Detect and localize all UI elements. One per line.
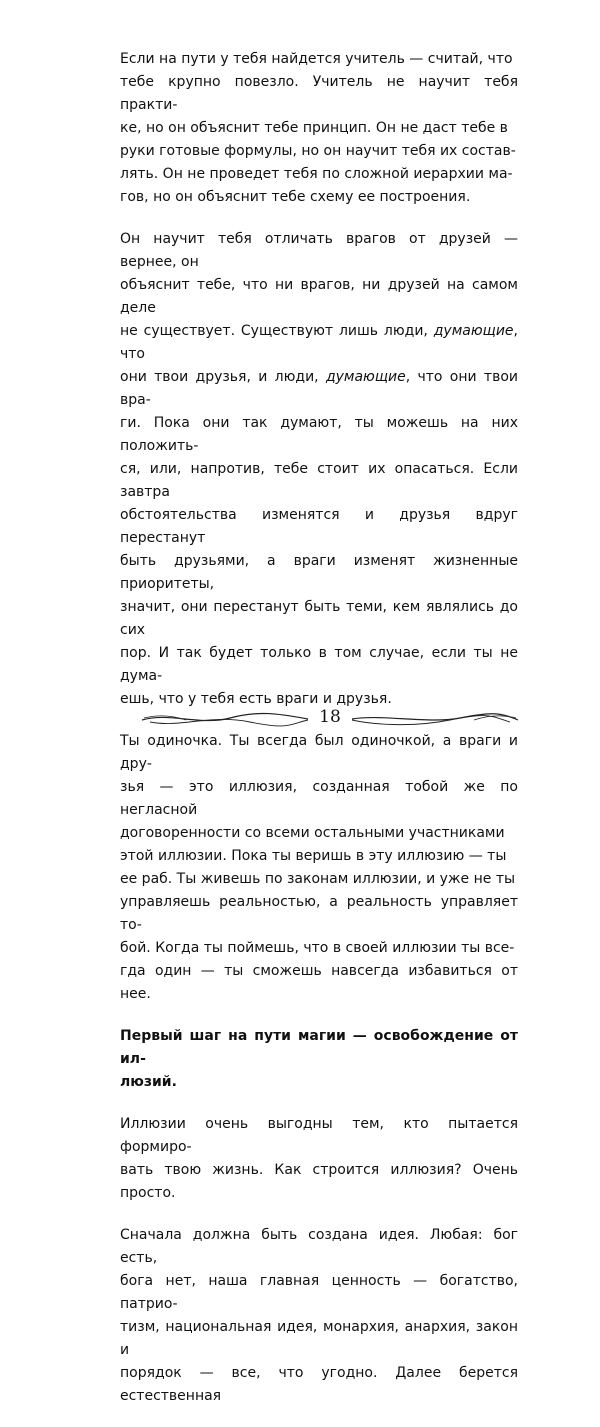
text-line [120, 320, 518, 366]
text-line: руки готовые формулы, но он научит тебя их состав- [120, 143, 516, 159]
text-line: управляешь реальностью, а реальность управляет то- [120, 894, 518, 933]
emphasis-text: думающие [325, 369, 406, 385]
paragraph-loner [120, 730, 518, 1006]
paragraph-idea [120, 1224, 518, 1408]
text-line: Иллюзии очень выгодны тем, кто пытается формиро- [120, 1116, 518, 1155]
text-line: гов, но он объяснит тебе схему ее построения. [120, 189, 471, 205]
text-line: быть друзьями, а враги изменят жизненные приоритеты, [120, 553, 518, 592]
text-line: объяснит тебе, что ни врагов, ни друзей на самом деле [120, 277, 518, 316]
text-line: тебе крупно повезло. Учитель не научит тебя практи- [120, 74, 518, 113]
text-line: люзий. [120, 1074, 177, 1090]
section-heading [120, 1025, 518, 1094]
text-line: Если на пути у тебя найдется учитель — считай, что [120, 51, 513, 67]
text-line: тизм, национальная идея, монархия, анархия, закон и [120, 1319, 518, 1358]
page-number: 18 [319, 707, 341, 727]
text-line: бой. Когда ты поймешь, что в своей иллюзии ты все- [120, 940, 515, 956]
text-segment: они твои друзья, и люди, [120, 369, 326, 385]
text-segment: не существует. Существуют лишь люди, [120, 323, 434, 339]
text-line: обстоятельства изменятся и друзья вдруг перестанут [120, 507, 518, 546]
page-body [120, 48, 518, 1427]
text-line: вать твою жизнь. Как строится иллюзия? Очень просто. [120, 1162, 518, 1201]
emphasis-text: думающие [433, 323, 514, 339]
text-line: ешь, что у тебя есть враги и друзья. [120, 691, 392, 707]
text-line: пор. И так будет только в том случае, если ты не дума- [120, 645, 518, 684]
text-line: бога нет, наша главная ценность — богатство, патрио- [120, 1273, 518, 1312]
text-line: ее раб. Ты живешь по законам иллюзии, и уже не ты [120, 871, 516, 887]
text-line: ги. Пока они так думают, ты можешь на них положить- [120, 415, 518, 454]
text-line: значит, они перестанут быть теми, кем являлись до сих [120, 599, 518, 638]
text-line: ся, или, напротив, тебе стоит их опасаться. Если завтра [120, 461, 518, 500]
text-line: Сначала должна быть создана идея. Любая: бог есть, [120, 1227, 518, 1266]
paragraph-teacher [120, 48, 518, 209]
text-line: порядок — все, что угодно. Далее берется естественная [120, 1365, 518, 1404]
text-line: гда один — ты сможешь навсегда избавиться от нее. [120, 963, 518, 1002]
page-footer [140, 704, 520, 736]
text-line: Первый шаг на пути магии — освобождение от ил- [120, 1028, 518, 1067]
flourish-ornament-icon-right [350, 708, 520, 730]
paragraph-illusions [120, 1113, 518, 1205]
paragraph-friends-enemies [120, 228, 518, 711]
text-line: зья — это иллюзия, созданная тобой же по негласной [120, 779, 518, 818]
text-segment: , что они твои вра- [120, 369, 518, 408]
text-line: ке, но он объяснит тебе принцип. Он не даст тебе в [120, 120, 508, 136]
text-line: этой иллюзии. Пока ты веришь в эту иллюзию — ты [120, 848, 507, 864]
text-line: лять. Он не проведет тебя по сложной иерархии ма- [120, 166, 513, 182]
text-segment: , что [120, 323, 518, 362]
text-line: договоренности со всеми остальными участниками [120, 825, 505, 841]
text-line: Ты одиночка. Ты всегда был одиночкой, а враги и дру- [120, 733, 518, 772]
text-line: Он научит тебя отличать врагов от друзей — вернее, он [120, 231, 518, 270]
text-line [120, 366, 518, 412]
